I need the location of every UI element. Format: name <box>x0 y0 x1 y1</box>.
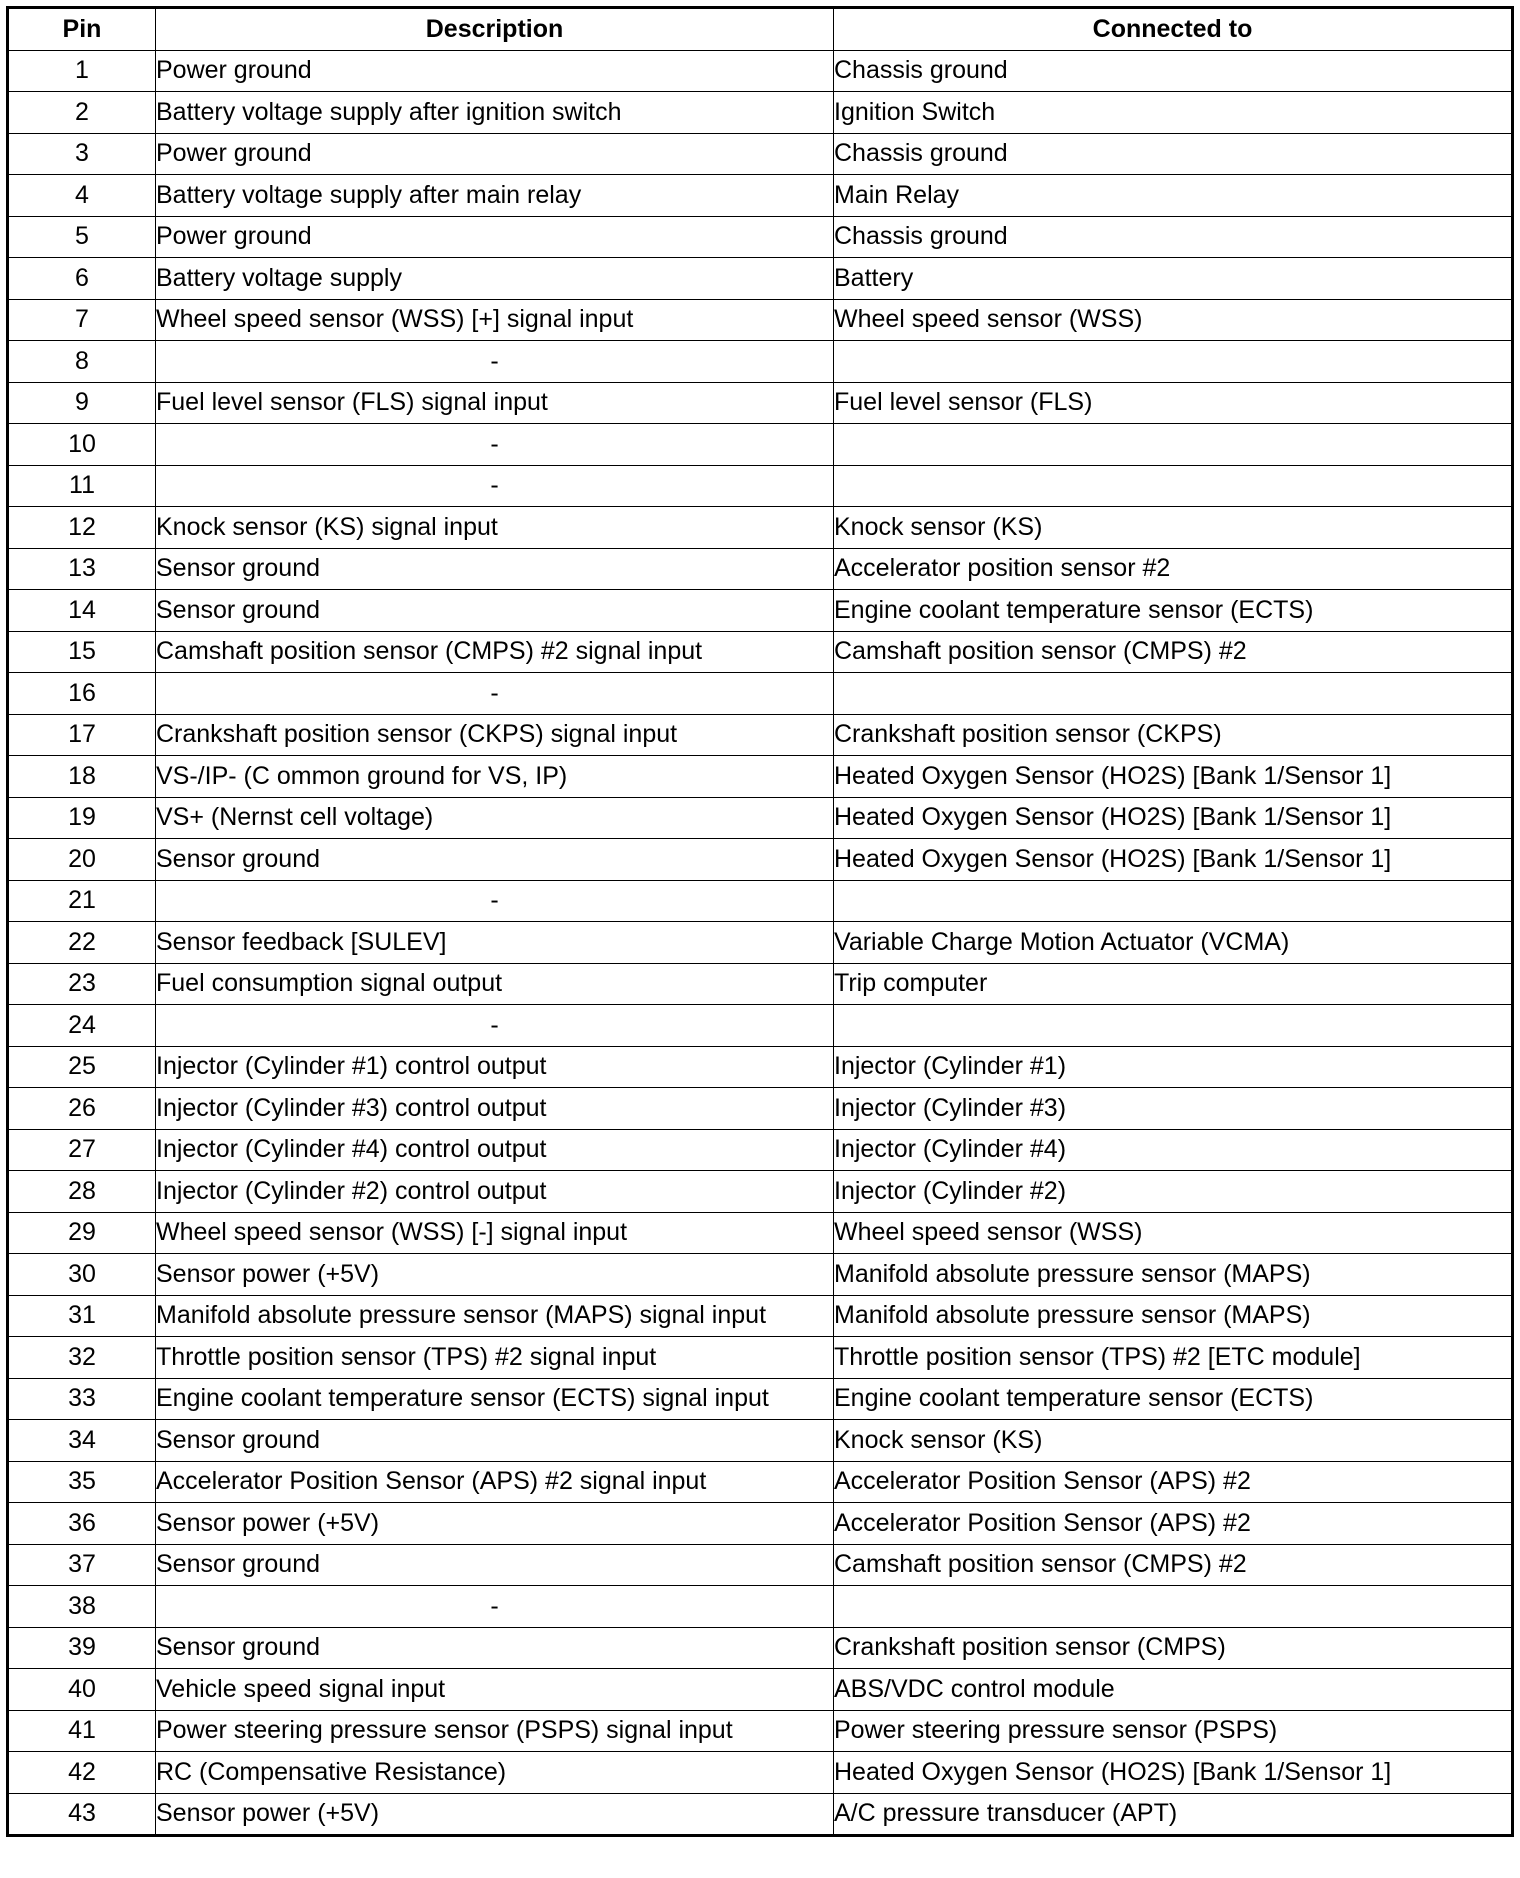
pin-cell: 43 <box>8 1793 156 1836</box>
connected-to-cell: Accelerator Position Sensor (APS) #2 <box>834 1503 1513 1545</box>
connected-to-cell: Injector (Cylinder #1) <box>834 1046 1513 1088</box>
description-cell: Battery voltage supply <box>156 258 834 300</box>
connected-to-cell: Injector (Cylinder #2) <box>834 1171 1513 1213</box>
table-row <box>8 50 1513 92</box>
description-cell: Manifold absolute pressure sensor (MAPS) signal input <box>156 1295 834 1337</box>
description-cell: Power ground <box>156 50 834 92</box>
pin-cell: 29 <box>8 1212 156 1254</box>
table-row <box>8 839 1513 881</box>
description-cell: Sensor ground <box>156 548 834 590</box>
description-cell: Injector (Cylinder #2) control output <box>156 1171 834 1213</box>
connected-to-cell: Engine coolant temperature sensor (ECTS) <box>834 1378 1513 1420</box>
pin-cell: 1 <box>8 50 156 92</box>
pin-cell: 12 <box>8 507 156 549</box>
description-cell: Sensor feedback [SULEV] <box>156 922 834 964</box>
description-cell: VS+ (Nernst cell voltage) <box>156 797 834 839</box>
table-row <box>8 1337 1513 1379</box>
table-row <box>8 631 1513 673</box>
connected-to-cell: Knock sensor (KS) <box>834 1420 1513 1462</box>
table-body <box>8 50 1513 1836</box>
connected-to-cell: Variable Charge Motion Actuator (VCMA) <box>834 922 1513 964</box>
table-row <box>8 1586 1513 1628</box>
table-row <box>8 1295 1513 1337</box>
description-cell: VS-/IP- (C ommon ground for VS, IP) <box>156 756 834 798</box>
pin-cell: 24 <box>8 1005 156 1047</box>
pin-cell: 20 <box>8 839 156 881</box>
description-cell: Sensor ground <box>156 1420 834 1462</box>
description-cell: Sensor power (+5V) <box>156 1503 834 1545</box>
connected-to-cell <box>834 1005 1513 1047</box>
table-row <box>8 382 1513 424</box>
pin-cell: 35 <box>8 1461 156 1503</box>
table-row <box>8 922 1513 964</box>
pin-cell: 4 <box>8 175 156 217</box>
table-row <box>8 299 1513 341</box>
pin-cell: 3 <box>8 133 156 175</box>
description-cell: Wheel speed sensor (WSS) [+] signal input <box>156 299 834 341</box>
table-row <box>8 1793 1513 1836</box>
connected-to-cell: A/C pressure transducer (APT) <box>834 1793 1513 1836</box>
description-cell: Camshaft position sensor (CMPS) #2 signal input <box>156 631 834 673</box>
description-cell: Throttle position sensor (TPS) #2 signal input <box>156 1337 834 1379</box>
table-row <box>8 1669 1513 1711</box>
connected-to-cell: ABS/VDC control module <box>834 1669 1513 1711</box>
table-row <box>8 1420 1513 1462</box>
table-row <box>8 1544 1513 1586</box>
description-cell: Vehicle speed signal input <box>156 1669 834 1711</box>
table-row <box>8 424 1513 466</box>
description-cell: Injector (Cylinder #3) control output <box>156 1088 834 1130</box>
description-cell: Injector (Cylinder #1) control output <box>156 1046 834 1088</box>
description-cell: Sensor power (+5V) <box>156 1254 834 1296</box>
connected-to-cell: Heated Oxygen Sensor (HO2S) [Bank 1/Sensor 1] <box>834 797 1513 839</box>
connected-to-cell <box>834 424 1513 466</box>
pin-cell: 11 <box>8 465 156 507</box>
pin-table <box>6 6 1514 1837</box>
description-cell: Sensor ground <box>156 839 834 881</box>
table-row <box>8 465 1513 507</box>
table-row <box>8 1752 1513 1794</box>
table-row <box>8 1046 1513 1088</box>
pin-cell: 42 <box>8 1752 156 1794</box>
table-row <box>8 1254 1513 1296</box>
header-connected-to: Connected to <box>834 8 1513 51</box>
pin-cell: 37 <box>8 1544 156 1586</box>
pin-cell: 31 <box>8 1295 156 1337</box>
pin-cell: 34 <box>8 1420 156 1462</box>
description-cell: Battery voltage supply after ignition switch <box>156 92 834 134</box>
connected-to-cell: Crankshaft position sensor (CKPS) <box>834 714 1513 756</box>
connected-to-cell: Manifold absolute pressure sensor (MAPS) <box>834 1295 1513 1337</box>
table-row <box>8 175 1513 217</box>
pin-cell: 28 <box>8 1171 156 1213</box>
table-row <box>8 1627 1513 1669</box>
table-row <box>8 507 1513 549</box>
description-cell: Sensor ground <box>156 590 834 632</box>
description-cell: Power ground <box>156 133 834 175</box>
description-cell: Wheel speed sensor (WSS) [-] signal input <box>156 1212 834 1254</box>
connected-to-cell: Chassis ground <box>834 133 1513 175</box>
description-cell: - <box>156 673 834 715</box>
table-row <box>8 1710 1513 1752</box>
description-cell: - <box>156 465 834 507</box>
table-row <box>8 963 1513 1005</box>
connected-to-cell: Camshaft position sensor (CMPS) #2 <box>834 1544 1513 1586</box>
connected-to-cell: Chassis ground <box>834 50 1513 92</box>
table-row <box>8 590 1513 632</box>
connected-to-cell: Manifold absolute pressure sensor (MAPS) <box>834 1254 1513 1296</box>
pin-cell: 41 <box>8 1710 156 1752</box>
table-row <box>8 216 1513 258</box>
connected-to-cell: Accelerator position sensor #2 <box>834 548 1513 590</box>
connected-to-cell: Trip computer <box>834 963 1513 1005</box>
description-cell: Crankshaft position sensor (CKPS) signal input <box>156 714 834 756</box>
pin-cell: 13 <box>8 548 156 590</box>
header-row <box>8 8 1513 51</box>
pin-cell: 9 <box>8 382 156 424</box>
connected-to-cell: Power steering pressure sensor (PSPS) <box>834 1710 1513 1752</box>
pin-cell: 5 <box>8 216 156 258</box>
connected-to-cell: Chassis ground <box>834 216 1513 258</box>
connected-to-cell: Heated Oxygen Sensor (HO2S) [Bank 1/Sensor 1] <box>834 839 1513 881</box>
connected-to-cell: Main Relay <box>834 175 1513 217</box>
pin-cell: 6 <box>8 258 156 300</box>
table-row <box>8 341 1513 383</box>
connected-to-cell: Heated Oxygen Sensor (HO2S) [Bank 1/Sensor 1] <box>834 756 1513 798</box>
connected-to-cell: Knock sensor (KS) <box>834 507 1513 549</box>
connected-to-cell: Wheel speed sensor (WSS) <box>834 299 1513 341</box>
description-cell: RC (Compensative Resistance) <box>156 1752 834 1794</box>
description-cell: - <box>156 880 834 922</box>
connected-to-cell: Accelerator Position Sensor (APS) #2 <box>834 1461 1513 1503</box>
table-row <box>8 92 1513 134</box>
connected-to-cell: Injector (Cylinder #3) <box>834 1088 1513 1130</box>
pin-cell: 40 <box>8 1669 156 1711</box>
pin-cell: 38 <box>8 1586 156 1628</box>
table-row <box>8 797 1513 839</box>
table-row <box>8 1171 1513 1213</box>
connected-to-cell: Camshaft position sensor (CMPS) #2 <box>834 631 1513 673</box>
table-row <box>8 1461 1513 1503</box>
connected-to-cell <box>834 465 1513 507</box>
pin-cell: 30 <box>8 1254 156 1296</box>
pin-cell: 36 <box>8 1503 156 1545</box>
table-row <box>8 1378 1513 1420</box>
pin-cell: 2 <box>8 92 156 134</box>
pin-cell: 14 <box>8 590 156 632</box>
header-description: Description <box>156 8 834 51</box>
description-cell: Accelerator Position Sensor (APS) #2 signal input <box>156 1461 834 1503</box>
description-cell: Engine coolant temperature sensor (ECTS) signal input <box>156 1378 834 1420</box>
description-cell: Sensor power (+5V) <box>156 1793 834 1836</box>
description-cell: Power ground <box>156 216 834 258</box>
table-row <box>8 1129 1513 1171</box>
connected-to-cell <box>834 673 1513 715</box>
description-cell: Sensor ground <box>156 1627 834 1669</box>
connected-to-cell <box>834 341 1513 383</box>
connected-to-cell: Fuel level sensor (FLS) <box>834 382 1513 424</box>
pin-cell: 25 <box>8 1046 156 1088</box>
pin-cell: 17 <box>8 714 156 756</box>
description-cell: Fuel consumption signal output <box>156 963 834 1005</box>
pin-cell: 8 <box>8 341 156 383</box>
table-row <box>8 756 1513 798</box>
table-row <box>8 1212 1513 1254</box>
connected-to-cell: Throttle position sensor (TPS) #2 [ETC module] <box>834 1337 1513 1379</box>
description-cell: Sensor ground <box>156 1544 834 1586</box>
pin-cell: 39 <box>8 1627 156 1669</box>
description-cell: Fuel level sensor (FLS) signal input <box>156 382 834 424</box>
description-cell: Injector (Cylinder #4) control output <box>156 1129 834 1171</box>
pin-cell: 16 <box>8 673 156 715</box>
pin-cell: 7 <box>8 299 156 341</box>
table-row <box>8 880 1513 922</box>
table-row <box>8 1088 1513 1130</box>
pin-cell: 27 <box>8 1129 156 1171</box>
connected-to-cell: Ignition Switch <box>834 92 1513 134</box>
connected-to-cell: Battery <box>834 258 1513 300</box>
connected-to-cell: Engine coolant temperature sensor (ECTS) <box>834 590 1513 632</box>
description-cell: - <box>156 1586 834 1628</box>
table-row <box>8 714 1513 756</box>
table-row <box>8 673 1513 715</box>
description-cell: Battery voltage supply after main relay <box>156 175 834 217</box>
connected-to-cell: Injector (Cylinder #4) <box>834 1129 1513 1171</box>
table-row <box>8 133 1513 175</box>
description-cell: - <box>156 424 834 466</box>
pin-cell: 23 <box>8 963 156 1005</box>
connected-to-cell: Heated Oxygen Sensor (HO2S) [Bank 1/Sensor 1] <box>834 1752 1513 1794</box>
table-row <box>8 548 1513 590</box>
pin-cell: 32 <box>8 1337 156 1379</box>
pin-cell: 33 <box>8 1378 156 1420</box>
pin-cell: 21 <box>8 880 156 922</box>
connected-to-cell <box>834 880 1513 922</box>
connected-to-cell: Crankshaft position sensor (CMPS) <box>834 1627 1513 1669</box>
header-pin: Pin <box>8 8 156 51</box>
description-cell: - <box>156 1005 834 1047</box>
table-row <box>8 1005 1513 1047</box>
pin-cell: 22 <box>8 922 156 964</box>
pin-cell: 19 <box>8 797 156 839</box>
description-cell: Power steering pressure sensor (PSPS) signal input <box>156 1710 834 1752</box>
description-cell: - <box>156 341 834 383</box>
pin-cell: 10 <box>8 424 156 466</box>
pin-cell: 26 <box>8 1088 156 1130</box>
pin-cell: 15 <box>8 631 156 673</box>
table-row <box>8 258 1513 300</box>
pin-cell: 18 <box>8 756 156 798</box>
connected-to-cell <box>834 1586 1513 1628</box>
table-row <box>8 1503 1513 1545</box>
description-cell: Knock sensor (KS) signal input <box>156 507 834 549</box>
connected-to-cell: Wheel speed sensor (WSS) <box>834 1212 1513 1254</box>
